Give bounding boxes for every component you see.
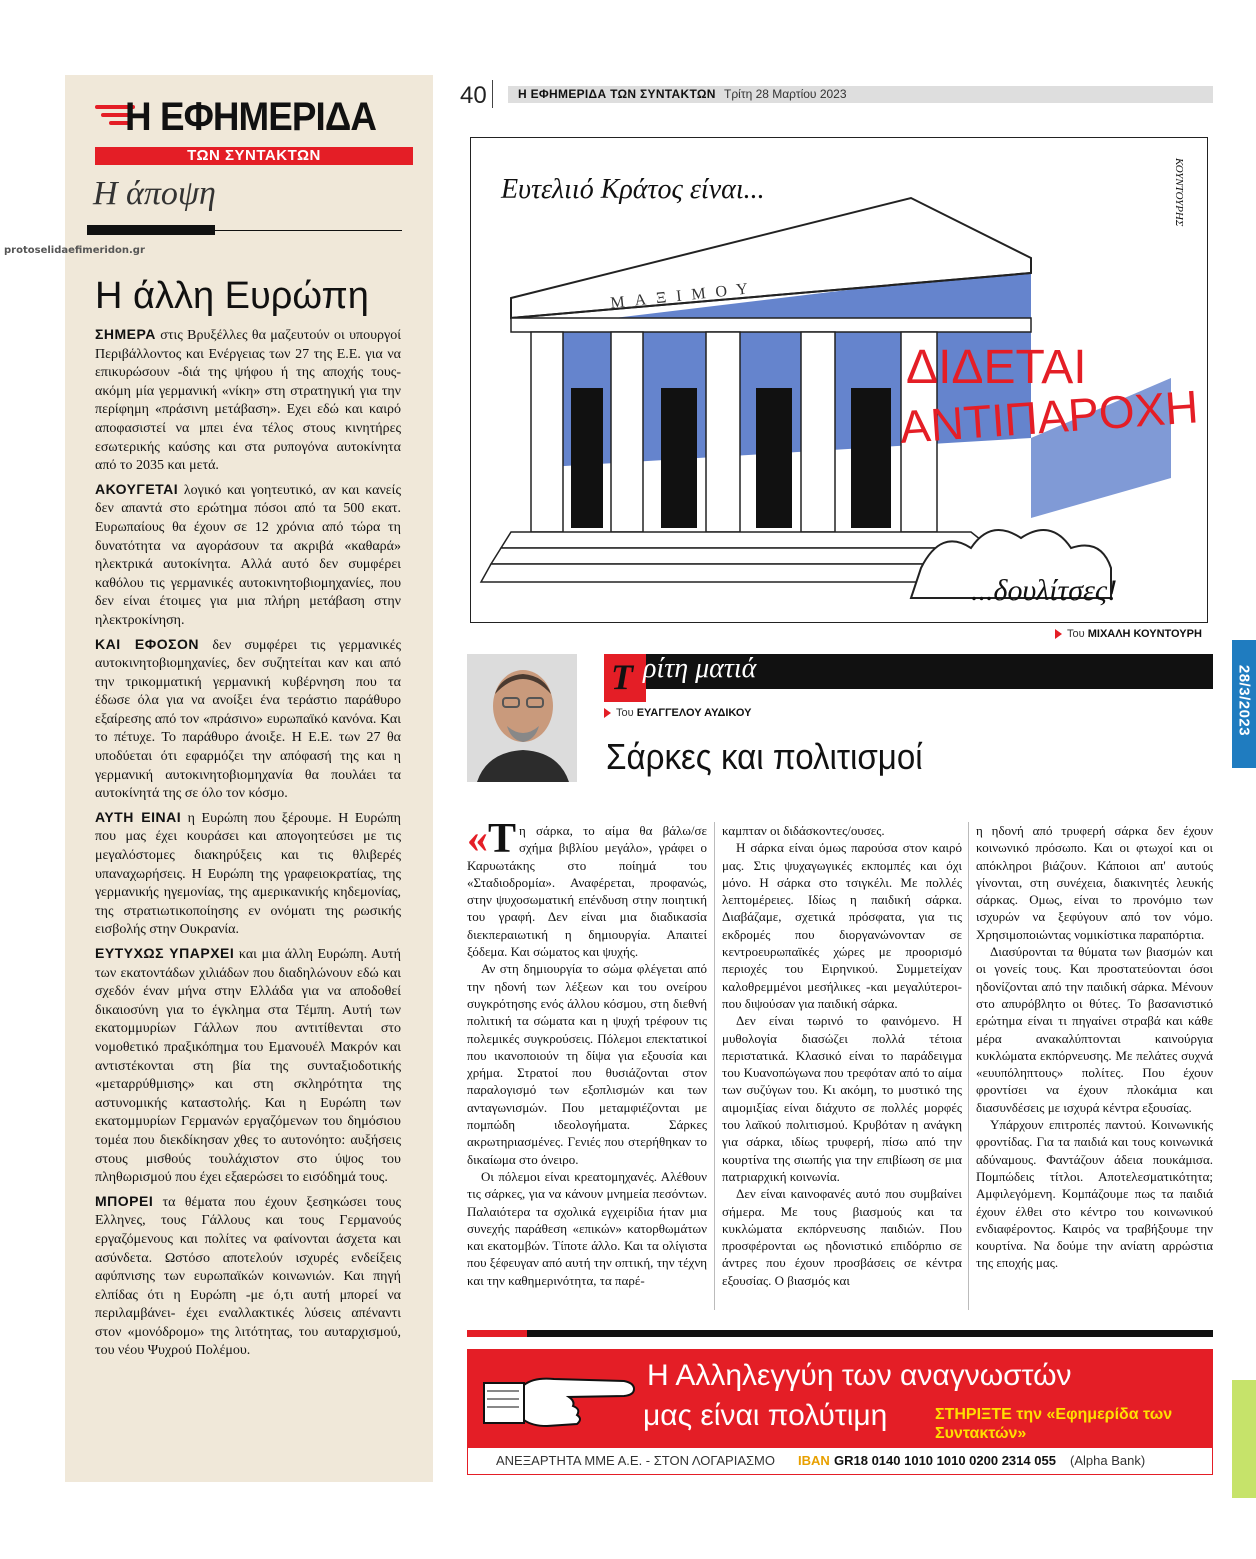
column-tag-text: ρίτη ματιά [643,653,757,684]
banner-headline-2: μας είναι πολύτιμη [643,1399,888,1432]
article-column-2 [722,822,962,1289]
cartoon-signature: ΚΟΥΝΤΟΥΡΗΣ [1173,158,1185,227]
logo-sub-text: ΤΩΝ ΣΥΝΤΑΚΤΩΝ [95,147,413,165]
section-label: Η άποψη [93,175,216,212]
editorial-paragraph: ΜΠΟΡΕΙ τα θέματα που έχουν ξεσηκώσει τους Ελληνες, τους Γάλλους και τους Γερμανούς εργαζόμενους και πολίτες να φαίνονται άσχετα και ασύνδετα. Ωστόσο αποτελούν ισχυρές ενδείξεις αφύπνισης των ευρωπαϊκών κοινωνιών. Και πηγή ελπίδας ότι η Ευρώπη -με ό,τι αυτή μπορεί να περιλαμβάνει- έχει εναλλακτικές λύσεις απέναντι στον «μονόδρομο» της λιτότητας, του αυταρχισμού, του νέου Ψυχρού Πολέμου. [95,1192,401,1359]
banner-top-rule [467,1330,1213,1337]
article-title: Σάρκες και πολιτισμοί [606,736,923,777]
article-column-3 [976,822,1213,1272]
page-number: 40 [460,82,487,109]
solidarity-banner [467,1349,1213,1475]
article-paragraph: Οι πόλεμοι είναι κρεατομηχανές. Αλέθουν τις σάρκες, για να κάνουν μνημεία πεσόντων. Παλαιότερα τα σχολικά εγχειρίδια ήταν μια συνεχής παράθεση «επικών» κατορθωμάτων και εκατομβών. Τίποτε άλλο. Και τα ολίγιστα που ξέφευγαν από αυτή την οπτική, την τέχνη και την καθημερινότητα, τα παρέ- [467,1168,707,1288]
cartoon-bottom-text: ...δουλίτσες! [971,574,1118,607]
cartoon-credit: Του ΜΙΧΑΛΗ ΚΟΥΝΤΟΥΡΗ [1055,628,1202,640]
page-number-divider [492,80,493,108]
banner-top-rule-accent [467,1330,527,1337]
cartoon-building-label: ΜΑΞΙΜΟΥ [609,279,759,312]
article-paragraph: Δεν είναι καινοφανές αυτό που συμβαίνει σήμερα. Με τους βιασμούς και τα κυκλώματα εκπόρνευσης παιδιών. Που προσφέρονται ως ηδονιστικό επιδόρπιο σε άντρες που έχουν προσβάσεις σε κέντρα εξουσίας. Ο βιασμός και [722,1186,962,1288]
editorial-paragraph: ΣΗΜΕΡΑ στις Βρυξέλλες θα μαζευτούν οι υπουργοί Περιβάλλοντος και Ενέργειας των 27 της Ε.Ε. για να επικυρώσουν -διά της ψήφου ή της αποχής τους- ακόμη μία γερμανική «νίκη» στη στρατηγική για την περίφημη «πράσινη μετάβαση». Εχει εδώ και καιρό αποφασιστεί να μπει ένα τέλος στους κινητήρες εσωτερικής καύσης και στα ρυπογόνα αυτοκίνητα από το 2035 και μετά. [95,326,401,474]
dropcap: «Τ [467,816,517,862]
editorial-paragraph: ΑΚΟΥΓΕΤΑΙ λογικό και γοητευτικό, αν και κανείς δεν απαντά στο ερώτημα πόσοι από τα 500 εκατ. Ευρωπαίους θα έχουν σε 12 χρόνια από τώρα τη δυνατότητα να αγοράσουν τα ακριβά «καθαρά» ηλεκτρικά αυτοκίνητα. Αλλά αυτό δεν συμφέρει καθόλου τις γερμανικές αυτοκινητοβιομηχανίες, που δεν είναι έτοιμες για μια πλήρη μετάβαση στην ηλεκτροκίνηση. [95,480,401,628]
header-paper-name: Η ΕΦΗΜΕΡΙΔΑ ΤΩΝ ΣΥΝΤΑΚΤΩΝ [518,87,716,101]
cartoon-sign-line1: ΔΙΔΕΤΑΙ [906,341,1087,394]
green-edge-marker [1232,1380,1256,1498]
column-tag-letter: Τ [604,654,646,702]
banner-iban-strip [467,1447,1213,1475]
byline-triangle-icon [604,708,611,718]
section-rule-thin [215,230,402,231]
banner-support-text: ΣΤΗΡΙΞΤΕ την «Εφημερίδα των Συντακτών» [935,1406,1173,1442]
section-rule-thick [87,225,215,235]
author-photo [467,654,577,782]
cartoon-drawing [471,138,1209,624]
source-watermark: protoselidaefimeridon.gr [4,245,145,256]
editorial-title: Η άλλη Ευρώπη [95,275,369,317]
article-paragraph: Δεν είναι τωρινό το φαινόμενο. Η μυθολογία διασώζει πολλά τέτοια περιστατικά. Κλασικό είναι το παράδειγμα του Κυανοπώγωνα που τρεφόταν από το αίμα των συζύγων του. Κι ακόμη, το μυστικό της αιμομιξίας είναι διάχυτο σε πολλές μορφές του λαϊκού πολιτισμού. Κρυβόταν η ανάγκη για σάρκα, ιδίως τρυφερή, πίσω από την κουρτίνα της σιωπής για την επιβίωση σε μια πατριαρχική κοινωνία. [722,1013,962,1184]
column-separator [714,822,715,1310]
article-paragraph: «Τ η σάρκα, το αίμα θα βάλω/σε σχήμα βιβλίου μεγάλο», γράφει ο Καρυωτάκης στο ποίημά του «Σταδιοδρομία». Αναφέρεται, προφανώς, στην ψυχοσωματική επένδυση στην ποιητική του γραφή. Δεν είναι μια διαδικασία διεκπεραιωτική η δημιουργία. Απαιτεί ξόδεμα. Και σώματος και ψυχής. [467,816,707,960]
article-column-1 [467,816,707,1289]
editorial-body [95,325,401,1365]
editorial-paragraph: ΑΥΤΗ ΕΙΝΑΙ η Ευρώπη που ξέρουμε. Η Ευρώπη που μας έχει κουράσει και απογοητεύσει με τις μεγαλόστομες διακηρύξεις και τις θλιβερές υπαναχωρήσεις. Η Ευρώπη της γραφειοκρατίας, της γερμανικής ηγεμονίας, της αμερικανικής κηδεμονίας, της στρατιωτικοποίησης εν ονόματι της ρωσικής εισβολής στην Ουκρανία. [95,808,401,938]
logo-main-text: Η ΕΦΗΜΕΡΙΔΑ [125,95,377,139]
article-paragraph: η ηδονή από τρυφερή σάρκα δεν έχουν κοινωνικό πρόσωπο. Και οι φτωχοί και οι απόκληροι βιάζουν. Κάποιοι απ' αυτούς γίνονται, στη συνέχεια, διακινητές λευκής σάρκας. Ομως, είναι το προνόμιο των ισχυρών να ξεφύγουν από τον νόμο. Χρησιμοποιώντας νομικίστικα παραπόρτια. [976,823,1213,942]
banner-headline-1: Η Αλληλεγγύη των αναγνωστών [647,1359,1072,1392]
newspaper-logo [95,95,415,167]
cartoon-top-text: Ευτελιιό Κράτος είναι... [501,174,765,205]
iban-prefix: ΑΝΕΞΑΡΤΗΤΑ ΜΜΕ Α.Ε. - ΣΤΟΝ ΛΟΓΑΡΙΑΣΜΟ [496,1453,775,1468]
article-paragraph: καμπταν οι διδάσκοντες/ουσες. [722,823,885,838]
iban-number: GR18 0140 1010 1010 0200 2314 055 [834,1453,1056,1468]
iban-label: IBAN [798,1453,830,1468]
article-paragraph: Διασύρονται τα θύματα των βιασμών και οι γονείς τους. Και προστατεύονται όσοι ηδονίζονται από την παιδική σάρκα. Μένουν στο απυρόβλητο οι θύτες. Το βασανιστικό ερώτημα είναι τι πηγαίνει στραβά και κάθε μέρα ανακαλύπτονται καινούργια κυκλώματα εκπόρνευσης. Με πελάτες συχνά «ευυπόληπτους» πολίτες. Που έχουν φροντίσει να έχουν πλοκάμια και διασυνδέσεις με ισχυρά κέντρα εξουσίας. [976,944,1213,1115]
bank-name: (Alpha Bank) [1070,1453,1146,1468]
column-byline: Του ΕΥΑΓΓΕΛΟΥ ΑΥΔΙΚΟΥ [604,707,751,719]
pointing-hand-icon [479,1363,639,1433]
date-side-tab: 28/3/2023 [1232,640,1256,768]
article-paragraph: Αν στη δημιουργία το σώμα φλέγεται από την ηδονή των λέξεων και του ονείρου συγκρότησης ενός άλλου κόσμου, στη διεθνή πολιτική τα σώματα και η ψυχή τρέφουν τις πολεμικές συγκρούσεις. Πόλεμοι επεκτατικοί που ικανοποιούν τη δίψα για εξουσία και χρήμα. Στρατοί που θυσιάζονται στον παραλογισμό των εξοπλισμών και των ανταγωνισμών. Που μεταμφιέζονται με πομπώδη ιδεολογήματα. Σάρκες ακρωτηριασμένες. Γενιές που στερήθηκαν το δικαίωμα στο όνειρο. [467,961,707,1167]
article-paragraph: Η σάρκα είναι όμως παρούσα στον καιρό μας. Στις ψυχαγωγικές εκπομπές και όχι μόνο. Η σάρκα στο τσιγκέλι. Με πολλές λεπτομέρειες. Ιδίως η παιδική σάρκα. Διαβάζαμε, σχετικά πρόσφατα, για τις εκδρομές που διοργανώνονταν σε κεντροευρωπαϊκές χώρες με προορισμό περιοχές του Ειρηνικού. Συμμετείχαν καλοθρεμμένοι μεσήλικες -και μεγαλύτεροι- που διψούσαν για παιδική σάρκα. [722,840,962,1011]
cartoon-sign-line2: ΑΝΤΙΠΑΡΟΧΗ [898,380,1201,453]
column-separator [968,822,969,1310]
editorial-column [65,75,433,1482]
cartoon [470,137,1208,623]
credit-triangle-icon [1055,629,1062,639]
article-paragraph: Υπάρχουν επιτροπές παντού. Κοινωνικής φροντίδας. Για τα παιδιά και τους κοινωνικά αδύναμους. Φαντάζουν άδεια πουκάμισα. Πομπώδεις τίτλοι. Αποτελεσματικότητα; Αμφιλεγόμενη. Κομπάζουμε πως τα παιδιά έχουν έλθει στο κέντρο του κοινωνικού ενδιαφέροντος. Καιρός να τραβήξουμε την κουρτίνα. Να δούμε την ανίατη αρρώστια της εποχής μας. [976,1117,1213,1271]
header-date: Τρίτη 28 Μαρτίου 2023 [724,87,847,101]
editorial-paragraph: ΕΥΤΥΧΩΣ ΥΠΑΡΧΕΙ και μια άλλη Ευρώπη. Αυτή των εκατοντάδων χιλιάδων που διαδηλώνουν εδώ και σχεδόν έναν μήνα στην Ελλάδα για να αποδοθεί δικαιοσύνη για το έγκλημα στα Τέμπη. Αυτή των εκατομμυρίων Γάλλων που αντιτίθενται στο νομοθετικό πραξικόπημα του Εμανουέλ Μακρόν και αντιστέκονται στη βία της συνταξιοδοτικής «μεταρρύθμισης» και στη σκληρότητα της αστυνομικής καταστολής. Και η Ευρώπη των εκατομμυρίων Γερμανών εργαζόμενων του δημόσιου τομέα που διεκδίκησαν χθες το αυτονόητο: αυξήσεις στους μισθούς τουλάχιστον στο ύψος του πληθωρισμού που έχει εξαερώσει το εισόδημά τους. [95,945,401,1186]
editorial-paragraph: ΚΑΙ ΕΦΟΣΟΝ δεν συμφέρει τις γερμανικές αυτοκινητοβιομηχανίες, δεν συζητείται καν και από την τρικομματική γερμανική κυβέρνηση που τα έδωσε όλα για να ανοίξει ένα τεράστιο παράθυρο εξαίρεσης από τον «πράσινο» ευρωπαϊκό κανόνα. Και το πέτυχε. Το παράθυρο άνοιξε. Η Ε.Ε. των 27 θα υποδύεται ότι εφαρμόζει την απόφασή της και η γερμανική αυτοκινητοβιομηχανία θα πουλάει τα αυτοκίνητά της σε όλο τον κόσμο. [95,635,402,802]
